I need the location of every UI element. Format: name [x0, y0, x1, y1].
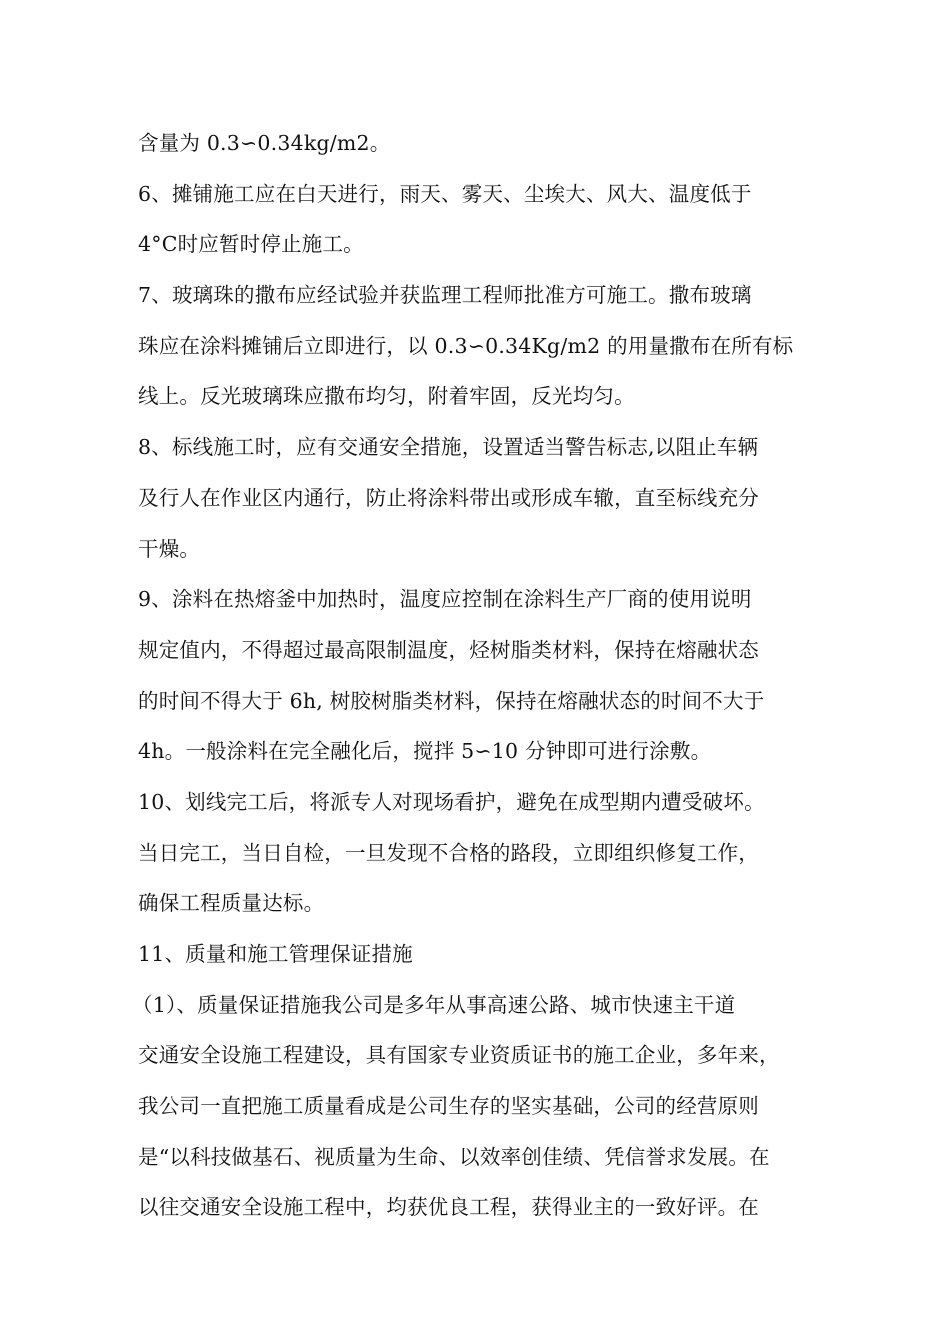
text-line: 含量为 0.3∽0.34kg/m2。 [138, 131, 391, 155]
text-line: 当日完工，当日自检，一旦发现不合格的路段，立即组织修复工作， [138, 840, 759, 865]
text-line: 4h。一般涂料在完全融化后，搅拌 5∽10 分钟即可进行涂敷。 [138, 739, 712, 764]
text-line: 珠应在涂料摊铺后立即进行，以 0.3∽0.34Kg/m2 的用量撒布在所有标 [138, 333, 794, 358]
section-heading: 11、质量和施工管理保证措施 [138, 942, 413, 966]
text-line: 我公司一直把施工质量看成是公司生存的坚实基础，公司的经营原则 [138, 1094, 759, 1119]
text-line: 交通安全设施工程建设，具有国家专业资质证书的施工企业，多年来， [138, 1043, 780, 1068]
text-line: 干燥。 [138, 536, 201, 561]
text-line: 确保工程质量达标。 [138, 891, 325, 916]
text-line: 的时间不得大于 6h, 树胶树脂类材料，保持在熔融状态的时间不大于 [138, 688, 765, 713]
text-line: 8、标线施工时，应有交通安全措施，设置适当警告标志,以阻止车辆 [138, 435, 759, 460]
text-line: 4°C时应暂时停止施工。 [138, 232, 364, 257]
text-line: 规定值内，不得超过最高限制温度，烃树脂类材料，保持在熔融状态 [138, 637, 759, 662]
text-line: 是“以科技做基石、视质量为生命、以效率创佳绩、凭信誉求发展。在 [138, 1144, 770, 1169]
text-line: 以往交通安全设施工程中，均获优良工程，获得业主的一致好评。在 [138, 1195, 759, 1220]
text-line: 9、涂料在热熔釜中加热时，温度应控制在涂料生产厂商的使用说明 [138, 587, 752, 612]
text-line: 7、玻璃珠的撒布应经试验并获监理工程师批准方可施工。撒布玻璃 [138, 283, 752, 308]
text-line: 线上。反光玻璃珠应撒布均匀，附着牢固，反光均匀。 [138, 384, 635, 409]
text-line: （1）、质量保证措施我公司是多年从事高速公路、城市快速主干道 [132, 992, 736, 1017]
text-line: 10、划线完工后，将派专人对现场看护，避免在成型期内遭受破坏。 [138, 789, 765, 814]
text-line: 6、摊铺施工应在白天进行，雨天、雾天、尘埃大、风大、温度低于 [138, 181, 752, 206]
text-line: 及行人在作业区内通行，防止将涂料带出或形成车辙，直至标线充分 [138, 485, 759, 510]
document-body [132, 118, 838, 1233]
